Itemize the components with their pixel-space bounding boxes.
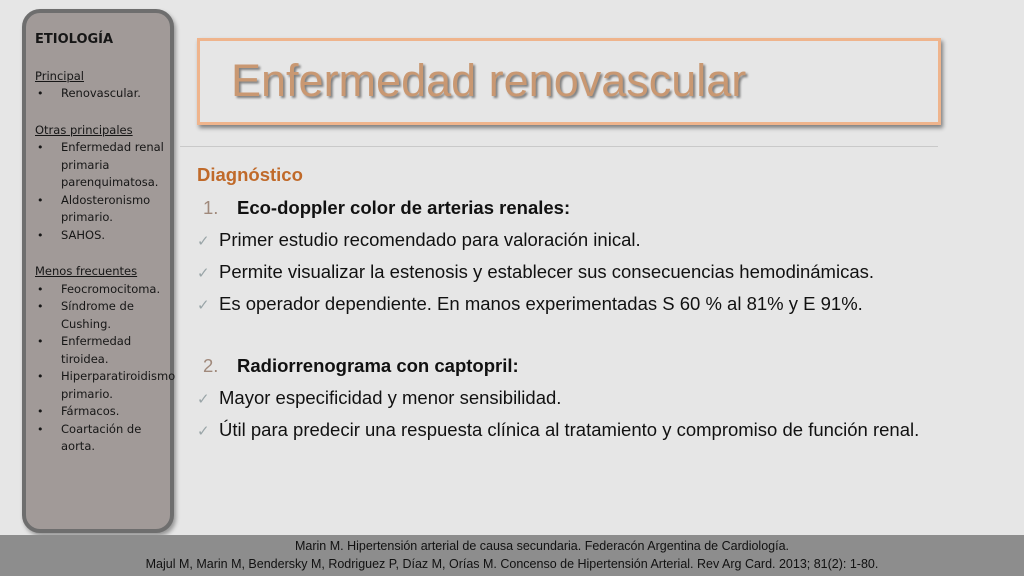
reference-line: Marin M. Hipertensión arterial de causa secundaria. Federacón Argentina de Cardiología. bbox=[294, 539, 790, 553]
divider bbox=[180, 146, 938, 147]
check-text: Primer estudio recomendado para valoración inical. bbox=[219, 229, 641, 250]
sidebar-section-heading: Principal bbox=[35, 68, 85, 83]
sidebar-list bbox=[35, 85, 164, 103]
reference-line: Majul M, Marin M, Bendersky M, Rodriguez P, Díaz M, Orías M. Concenso de Hipertensión Arterial. Rev Arg Card. 2013; 81(2): 1-80. bbox=[145, 557, 879, 571]
list-item: • Renovascular. bbox=[35, 85, 164, 103]
list-item: • Feocromocitoma. bbox=[35, 281, 164, 299]
etiology-sidebar bbox=[22, 9, 174, 533]
section-heading: Diagnóstico bbox=[197, 164, 303, 185]
checkmark-icon: ✓ bbox=[197, 423, 210, 440]
check-item bbox=[197, 293, 939, 315]
numbered-item bbox=[197, 355, 939, 377]
slide-title: Enfermedad renovascular bbox=[231, 55, 747, 106]
sidebar-section-menos bbox=[35, 263, 176, 456]
title-box bbox=[197, 38, 941, 125]
check-item bbox=[197, 229, 939, 251]
list-item: • Síndrome de Cushing. bbox=[35, 298, 164, 333]
checkmark-icon: ✓ bbox=[197, 297, 210, 314]
sidebar-list bbox=[35, 139, 164, 244]
list-item: • Enfermedad renal primaria parenquimatosa. bbox=[35, 139, 164, 192]
sidebar-section-heading: Otras principales bbox=[35, 122, 133, 137]
sidebar-section-principal bbox=[35, 68, 164, 103]
item-label: Eco-doppler color de arterias renales: bbox=[237, 197, 571, 218]
check-item bbox=[197, 261, 939, 283]
sidebar-list bbox=[35, 281, 176, 456]
check-text: Es operador dependiente. En manos experimentadas S 60 % al 81% y E 91%. bbox=[219, 293, 863, 314]
numbered-item bbox=[197, 197, 939, 219]
list-item: • Fármacos. bbox=[35, 403, 164, 421]
item-number: 1. bbox=[203, 197, 219, 218]
sidebar-section-heading: Menos frecuentes bbox=[35, 264, 138, 278]
slide-content bbox=[197, 164, 939, 450]
check-item bbox=[197, 419, 939, 440]
references-footer bbox=[0, 535, 1024, 576]
item-number: 2. bbox=[203, 355, 219, 376]
checkmark-icon: ✓ bbox=[197, 265, 210, 282]
checkmark-icon: ✓ bbox=[197, 233, 210, 250]
list-item: • Coartación de aorta. bbox=[35, 421, 164, 456]
check-text: Permite visualizar la estenosis y establecer sus consecuencias hemodinámicas. bbox=[219, 261, 874, 282]
list-item: • Hiperparatiroidismo primario. bbox=[35, 368, 164, 403]
check-item bbox=[197, 387, 939, 409]
list-item: • Aldosteronismo primario. bbox=[35, 192, 164, 227]
checkmark-icon: ✓ bbox=[197, 391, 210, 408]
sidebar-title: ETIOLOGÍA bbox=[35, 32, 114, 47]
item-label: Radiorrenograma con captopril: bbox=[237, 355, 519, 376]
list-item: • SAHOS. bbox=[35, 227, 164, 245]
sidebar-section-otras bbox=[35, 122, 164, 245]
spacer bbox=[197, 325, 939, 355]
check-text: Útil para predecir una respuesta clínica al tratamiento y compromiso de función renal. bbox=[219, 419, 920, 440]
check-text: Mayor especificidad y menor sensibilidad. bbox=[219, 387, 562, 408]
list-item: • Enfermedad tiroidea. bbox=[35, 333, 164, 368]
